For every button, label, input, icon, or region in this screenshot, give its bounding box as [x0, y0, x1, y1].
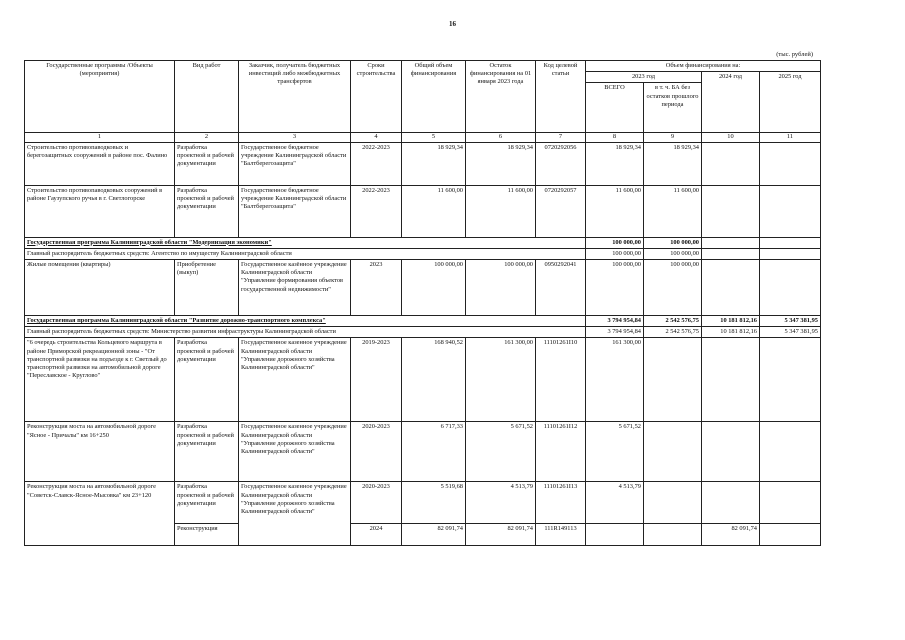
customer: Государственное казенное учреждение Калининградской области "Управление дорожного хозяйства Калининградской области": [239, 422, 351, 482]
object-name: Строительство противопаводковых сооружений в районе Гаузупского ручья в г. Светлогорске: [25, 185, 175, 237]
funding-2023-ba: [644, 422, 702, 482]
work-type: Разработка проектной и рабочей документации: [175, 142, 239, 185]
header-2023-total: ВСЕГО: [586, 83, 644, 133]
total-volume: 82 091,74: [402, 524, 466, 546]
target-code: 11101261I13: [536, 482, 586, 524]
header-target-code: Код целевой статьи: [536, 61, 586, 133]
header-remaining: Остаток финансирования на 01 января 2023 года: [466, 61, 536, 133]
funding-2024: 82 091,74: [702, 524, 760, 546]
financing-table: [24, 60, 821, 546]
funding-2025: [760, 185, 821, 237]
funding-2025: [760, 422, 821, 482]
header-2023-ba: в т. ч. БА без остатков прошлого периода: [644, 83, 702, 133]
work-type: Приобретение (выкуп): [175, 260, 239, 316]
term: 2023: [351, 260, 402, 316]
table-row: [25, 482, 821, 524]
funding-2023-ba: 100 000,00: [644, 237, 702, 248]
remaining: 18 929,34: [466, 142, 536, 185]
total-volume: 18 929,34: [402, 142, 466, 185]
term: 2019-2023: [351, 338, 402, 422]
program-title: Государственная программа Калининградской области "Модернизация экономики": [25, 237, 586, 248]
funding-2024: [702, 422, 760, 482]
funding-2025: [760, 524, 821, 546]
col-number: 10: [702, 133, 760, 142]
funding-2025: [760, 142, 821, 185]
header-total-volume: Общий объем финансирования: [402, 61, 466, 133]
header-funding-volume: Объем финансирования на:: [586, 61, 821, 72]
col-number: 1: [25, 133, 175, 142]
col-number: 6: [466, 133, 536, 142]
remaining: 4 513,79: [466, 482, 536, 524]
col-number: 3: [239, 133, 351, 142]
customer: Государственное бюджетное учреждение Калининградской области "Балтберегозащита": [239, 142, 351, 185]
total-volume: 6 717,33: [402, 422, 466, 482]
term: 2020-2023: [351, 422, 402, 482]
total-volume: 5 519,68: [402, 482, 466, 524]
col-number: 9: [644, 133, 702, 142]
term: 2020-2023: [351, 482, 402, 524]
funding-2024: [702, 142, 760, 185]
remaining: 161 300,00: [466, 338, 536, 422]
remaining: 82 091,74: [466, 524, 536, 546]
table-row: [25, 260, 821, 316]
funding-2023-ba: 2 542 576,75: [644, 316, 702, 327]
header-objects: Государственные программы /Объекты (мероприятия): [25, 61, 175, 133]
term: 2024: [351, 524, 402, 546]
funding-2025: 5 347 381,95: [760, 316, 821, 327]
funding-2023: 4 513,79: [586, 482, 644, 524]
total-volume: 168 940,52: [402, 338, 466, 422]
distributor-row: [25, 327, 821, 338]
funding-2025: [760, 482, 821, 524]
funding-2023-ba: [644, 482, 702, 524]
funding-2023: 161 300,00: [586, 338, 644, 422]
col-number: 8: [586, 133, 644, 142]
customer: Государственное бюджетное учреждение Калининградской области "Балтберегозащита": [239, 185, 351, 237]
col-number: 11: [760, 133, 821, 142]
col-number: 2: [175, 133, 239, 142]
funding-2023: 100 000,00: [586, 248, 644, 259]
term: 2022-2023: [351, 142, 402, 185]
funding-2023-ba: [644, 338, 702, 422]
funding-2024: [702, 338, 760, 422]
work-type: Разработка проектной и рабочей документации: [175, 338, 239, 422]
remaining: 11 600,00: [466, 185, 536, 237]
table-row: [25, 185, 821, 237]
object-name: Реконструкция моста на автомобильной дороге "Ясное - Причалы" км 16+250: [25, 422, 175, 482]
funding-2024: 10 181 812,16: [702, 327, 760, 338]
target-code: 0720292056: [536, 142, 586, 185]
funding-2023-ba: 100 000,00: [644, 248, 702, 259]
customer: Государственное казенное учреждение Калининградской области "Управление дорожного хозяйства Калининградской области": [239, 338, 351, 422]
funding-2023: 100 000,00: [586, 237, 644, 248]
funding-2025: [760, 260, 821, 316]
total-volume: 11 600,00: [402, 185, 466, 237]
header-year-2023: 2023 год: [586, 72, 702, 83]
column-numbers-row: [25, 133, 821, 142]
header-year-2025: 2025 год: [760, 72, 821, 133]
funding-2023: 11 600,00: [586, 185, 644, 237]
funding-2024: [702, 237, 760, 248]
funding-2023-ba: 18 929,34: [644, 142, 702, 185]
program-row: [25, 237, 821, 248]
target-code: 11101261I10: [536, 338, 586, 422]
distributor-title: Главный распорядитель бюджетных средств: Министерство развития инфраструктуры Калининградской области: [25, 327, 586, 338]
work-type: Разработка проектной и рабочей документации: [175, 422, 239, 482]
distributor-title: Главный распорядитель бюджетных средств: Агентство по имуществу Калининградской области: [25, 248, 586, 259]
funding-2025: 5 347 381,95: [760, 327, 821, 338]
funding-2023: 5 671,52: [586, 422, 644, 482]
remaining: 5 671,52: [466, 422, 536, 482]
page-number: 16: [449, 20, 456, 28]
total-volume: 100 000,00: [402, 260, 466, 316]
table-row: [25, 422, 821, 482]
funding-2023: 3 794 954,84: [586, 316, 644, 327]
table-row: [25, 338, 821, 422]
work-type: Реконструкция: [175, 524, 239, 546]
col-number: 4: [351, 133, 402, 142]
funding-2024: 10 181 812,16: [702, 316, 760, 327]
object-name: "6 очередь строительства Кольцевого маршрута в районе Приморской рекреационной зоны - "От транспортной развязки на подъезде к г. Светлый до транспортной развязки на автомобильной дороге "Переславское - Круглово": [25, 338, 175, 422]
header-terms: Сроки строительства: [351, 61, 402, 133]
funding-2025: [760, 237, 821, 248]
target-code: 111R149113: [536, 524, 586, 546]
funding-2024: [702, 260, 760, 316]
units-label: (тыс. рублей): [776, 51, 813, 58]
term: 2022-2023: [351, 185, 402, 237]
funding-2024: [702, 248, 760, 259]
target-code: 11101261I12: [536, 422, 586, 482]
funding-2023: 18 929,34: [586, 142, 644, 185]
table-row: [25, 142, 821, 185]
work-type: Разработка проектной и рабочей документации: [175, 185, 239, 237]
target-code: 0950292041: [536, 260, 586, 316]
header-work-type: Вид работ: [175, 61, 239, 133]
program-row: [25, 316, 821, 327]
funding-2025: [760, 338, 821, 422]
funding-2023: [586, 524, 644, 546]
funding-2023: 3 794 954,84: [586, 327, 644, 338]
funding-2023-ba: [644, 524, 702, 546]
funding-2025: [760, 248, 821, 259]
object-name: Жилые помещения (квартиры): [25, 260, 175, 316]
target-code: 0720292057: [536, 185, 586, 237]
funding-2024: [702, 185, 760, 237]
program-title: Государственная программа Калининградской области "Развитие дорожно-транспортного комплекса": [25, 316, 586, 327]
remaining: 100 000,00: [466, 260, 536, 316]
header-customer: Заказчик, получатель бюджетных инвестиций либо межбюджетных трансфертов: [239, 61, 351, 133]
header-year-2024: 2024 год: [702, 72, 760, 133]
col-number: 7: [536, 133, 586, 142]
customer: Государственное казённое учреждение Калининградской области "Управление формирования объектов государственной недвижимости": [239, 260, 351, 316]
object-name: Реконструкция моста на автомобильной дороге "Советск-Славск-Ясное-Мысовка" км 23+120: [25, 482, 175, 546]
funding-2023-ba: 2 542 576,75: [644, 327, 702, 338]
funding-2023: 100 000,00: [586, 260, 644, 316]
distributor-row: [25, 248, 821, 259]
funding-2023-ba: 11 600,00: [644, 185, 702, 237]
work-type: Разработка проектной и рабочей документации: [175, 482, 239, 524]
customer: Государственное казенное учреждение Калининградской области "Управление дорожного хозяйства Калининградской области": [239, 482, 351, 546]
funding-2024: [702, 482, 760, 524]
funding-2023-ba: 100 000,00: [644, 260, 702, 316]
col-number: 5: [402, 133, 466, 142]
object-name: Строительство противопаводковых и берегозащитных сооружений в районе пос. Фалино: [25, 142, 175, 185]
